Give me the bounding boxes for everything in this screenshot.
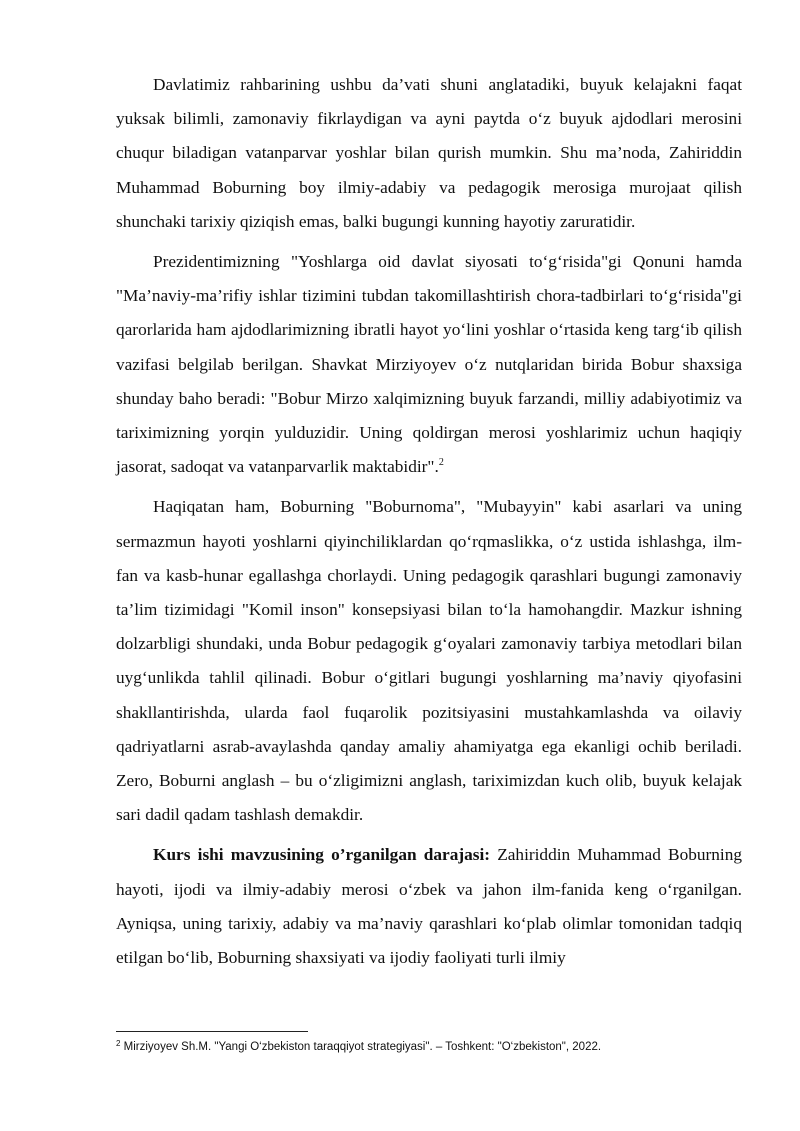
paragraph-2-text: Prezidentimizning "Yoshlarga oid davlat siyosati to‘g‘risida"gi Qonuni hamda "Ma’naviy-ma’rifiy ishlar tizimini tubdan takomillashtirish chora-tadbirlari to‘g‘risida"gi qarorlarida ham ajdodlarimizning ibratli hayot yo‘lini yoshlar o‘rtasida keng targ‘ib qilish vazifasi belgilab berilgan. Shavkat Mirziyoyev o‘z nutqlaridan birida Bobur shaxsiga shunday baho beradi: "Bobur Mirzo xalqimizning buyuk farzandi, milliy adabiyotimiz va tariximizning yorqin yulduzidir. Uning qoldirgan merosi yoshlarimiz uchun haqiqiy jasorat, sadoqat va vatanparvarlik maktabidir". bbox=[116, 252, 742, 477]
paragraph-3-text: Haqiqatan ham, Boburning "Boburnoma", "Mubayyin" kabi asarlari va uning sermazmun hayoti yoshlarni qiyinchiliklardan qo‘rqmaslikka, o‘z ustida ishlashga, ilm-fan va kasb-hunar egallashga chorlaydi. Uning pedagogik qarashlari bugungi zamonaviy ta’lim tizimidagi "Komil inson" konsepsiyasi bilan to‘la hamohangdir. Mazkur ishning dolzarbligi shundaki, unda Bobur pedagogik g‘oyalari zamonaviy tarbiya metodlari bilan uyg‘unlikda tahlil qilinadi. Bobur o‘gitlari bugungi yoshlarning ma’naviy qiyofasini shakllantirishda, ularda faol fuqarolik pozitsiyasini mustahkamlashda va oilaviy qadriyatlarni asrab-avaylashda qanday amaliy ahamiyatga ega ekanligi ochib beriladi. Zero, Boburni anglash – bu o‘zligimizni anglash, tariximizdan kuch olib, buyuk kelajak sari dadil qadam tashlash demakdir. bbox=[116, 497, 742, 825]
body-text bbox=[116, 68, 742, 981]
paragraph-4-text: Zahiriddin Muhammad Boburning hayoti, ijodi va ilmiy-adabiy merosi o‘zbek va jahon ilm-fanida keng o‘rganilgan. Ayniqsa, uning tarixiy, adabiy va ma’naviy qarashlari ko‘plab olimlar tomonidan tadqiq etilgan bo‘lib, Boburning shaxsiyati va ijodiy faoliyati turli ilmiy bbox=[116, 845, 742, 968]
section-heading: Kurs ishi mavzusining o’rganilgan darajasi: bbox=[153, 845, 491, 865]
paragraph-1 bbox=[116, 68, 742, 239]
paragraph-3 bbox=[116, 490, 742, 832]
footnote-reference[interactable]: 2 bbox=[438, 457, 444, 469]
footnote bbox=[116, 1039, 742, 1055]
footnote-text: Mirziyoyev Sh.M. "Yangi O‘zbekiston taraqqiyot strategiyasi". – Toshkent: "O‘zbekiston", 2022. bbox=[120, 1041, 602, 1053]
footnote-number: 2 bbox=[116, 1039, 121, 1048]
paragraph-1-text: Davlatimiz rahbarining ushbu da’vati shuni anglatadiki, buyuk kelajakni faqat yuksak bilimli, zamonaviy fikrlaydigan va ayni paytda o‘z buyuk ajdodlari merosini chuqur biladigan vatanparvar yoshlar bilan qurish mumkin. Shu ma’noda, Zahiriddin Muhammad Boburning boy ilmiy-adabiy va pedagogik merosiga murojaat qilish shunchaki tarixiy qiziqish emas, balki bugungi kunning hayotiy zaruratidir. bbox=[116, 75, 742, 231]
paragraph-2 bbox=[116, 245, 742, 484]
paragraph-4 bbox=[116, 838, 742, 975]
footnote-divider bbox=[116, 1031, 308, 1032]
